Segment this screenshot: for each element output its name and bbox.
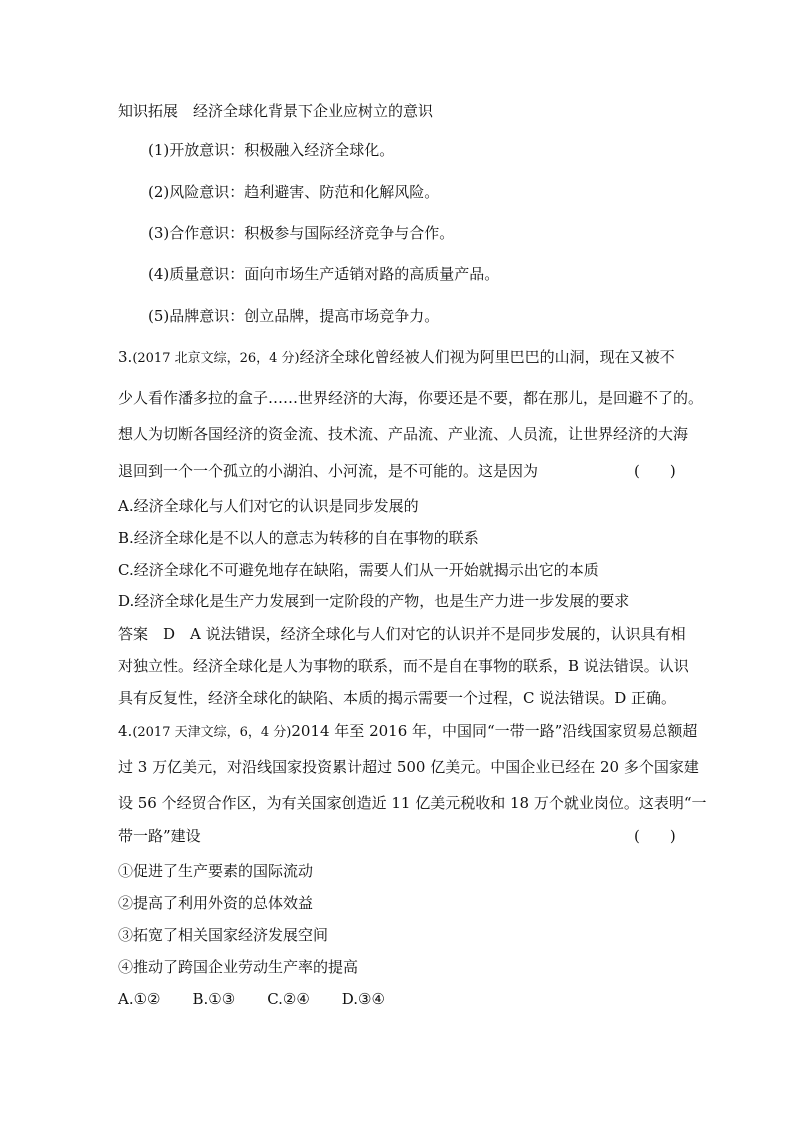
choice-row	[118, 989, 385, 1009]
question-stem-line: 带一路”建设	[118, 827, 201, 845]
option-c: C.经济全球化不可避免地存在缺陷，需要人们从一开始就揭示出它的本质	[118, 561, 599, 579]
question-number: 4.	[118, 722, 133, 740]
answer-explanation-line: 答案 D A 说法错误，经济全球化与人们对它的认识并不是同步发展的，认识具有相	[118, 625, 686, 643]
choice-a: A.①②	[118, 990, 161, 1008]
option-d: D.经济全球化是生产力发展到一定阶段的产物，也是生产力进一步发展的要求	[118, 592, 630, 610]
question-source: (2017 北京文综，26，4 分)	[132, 351, 300, 366]
knowledge-item: (2)风险意识：趋利避害、防范和化解风险。	[148, 183, 440, 201]
statement-item: ①促进了生产要素的国际流动	[118, 862, 314, 880]
knowledge-item: (4)质量意识：面向市场生产适销对路的高质量产品。	[148, 265, 500, 283]
statement-item: ③拓宽了相关国家经济发展空间	[118, 926, 329, 944]
option-b: B.经济全球化是不以人的意志为转移的自在事物的联系	[118, 529, 479, 547]
answer-bracket: ( )	[634, 462, 676, 480]
statement-item: ④推动了跨国企业劳动生产率的提高	[118, 958, 359, 976]
question-stem-line: 少人看作潘多拉的盒子……世界经济的大海，你要还是不要，都在那儿，是回避不了的。	[118, 389, 704, 407]
question-number: 3.	[118, 348, 133, 366]
question-stem-line: 过 3 万亿美元，对沿线国家投资累计超过 500 亿美元。中国企业已经在 20 多个国家建	[118, 758, 699, 776]
choice-b: B.①③	[192, 990, 236, 1008]
knowledge-title: 知识拓展 经济全球化背景下企业应树立的意识	[118, 102, 434, 120]
question-stem-line: 2014 年至 2016 年，中国同“一带一路”沿线国家贸易总额超	[291, 722, 698, 740]
question-4-first-line	[118, 721, 697, 743]
question-stem-line: 想人为切断各国经济的资金流、技术流、产品流、产业流、人员流，让世界经济的大海	[118, 425, 689, 443]
answer-explanation-line: 具有反复性，经济全球化的缺陷、本质的揭示需要一个过程，C 说法错误。D 正确。	[118, 689, 677, 707]
answer-explanation-line: 对独立性。经济全球化是人为事物的联系，而不是自在事物的联系，B 说法错误。认识	[118, 657, 689, 675]
option-a: A.经济全球化与人们对它的认识是同步发展的	[118, 497, 419, 515]
knowledge-item: (5)品牌意识：创立品牌，提高市场竞争力。	[148, 307, 440, 325]
question-3-first-line	[118, 347, 675, 369]
knowledge-item: (3)合作意识：积极参与国际经济竞争与合作。	[148, 224, 455, 242]
answer-bracket: ( )	[634, 827, 676, 845]
question-stem-line: 设 56 个经贸合作区，为有关国家创造近 11 亿美元税收和 18 万个就业岗位。这表明“一	[118, 794, 707, 812]
knowledge-item: (1)开放意识：积极融入经济全球化。	[148, 141, 395, 159]
question-stem-line: 退回到一个一个孤立的小湖泊、小河流，是不可能的。这是因为	[118, 462, 539, 480]
choice-c: C.②④	[267, 990, 310, 1008]
question-source: (2017 天津文综，6，4 分)	[132, 725, 292, 740]
choice-d: D.③④	[341, 990, 385, 1008]
statement-item: ②提高了利用外资的总体效益	[118, 894, 314, 912]
question-stem-line: 经济全球化曾经被人们视为阿里巴巴的山洞，现在又被不	[299, 348, 675, 366]
